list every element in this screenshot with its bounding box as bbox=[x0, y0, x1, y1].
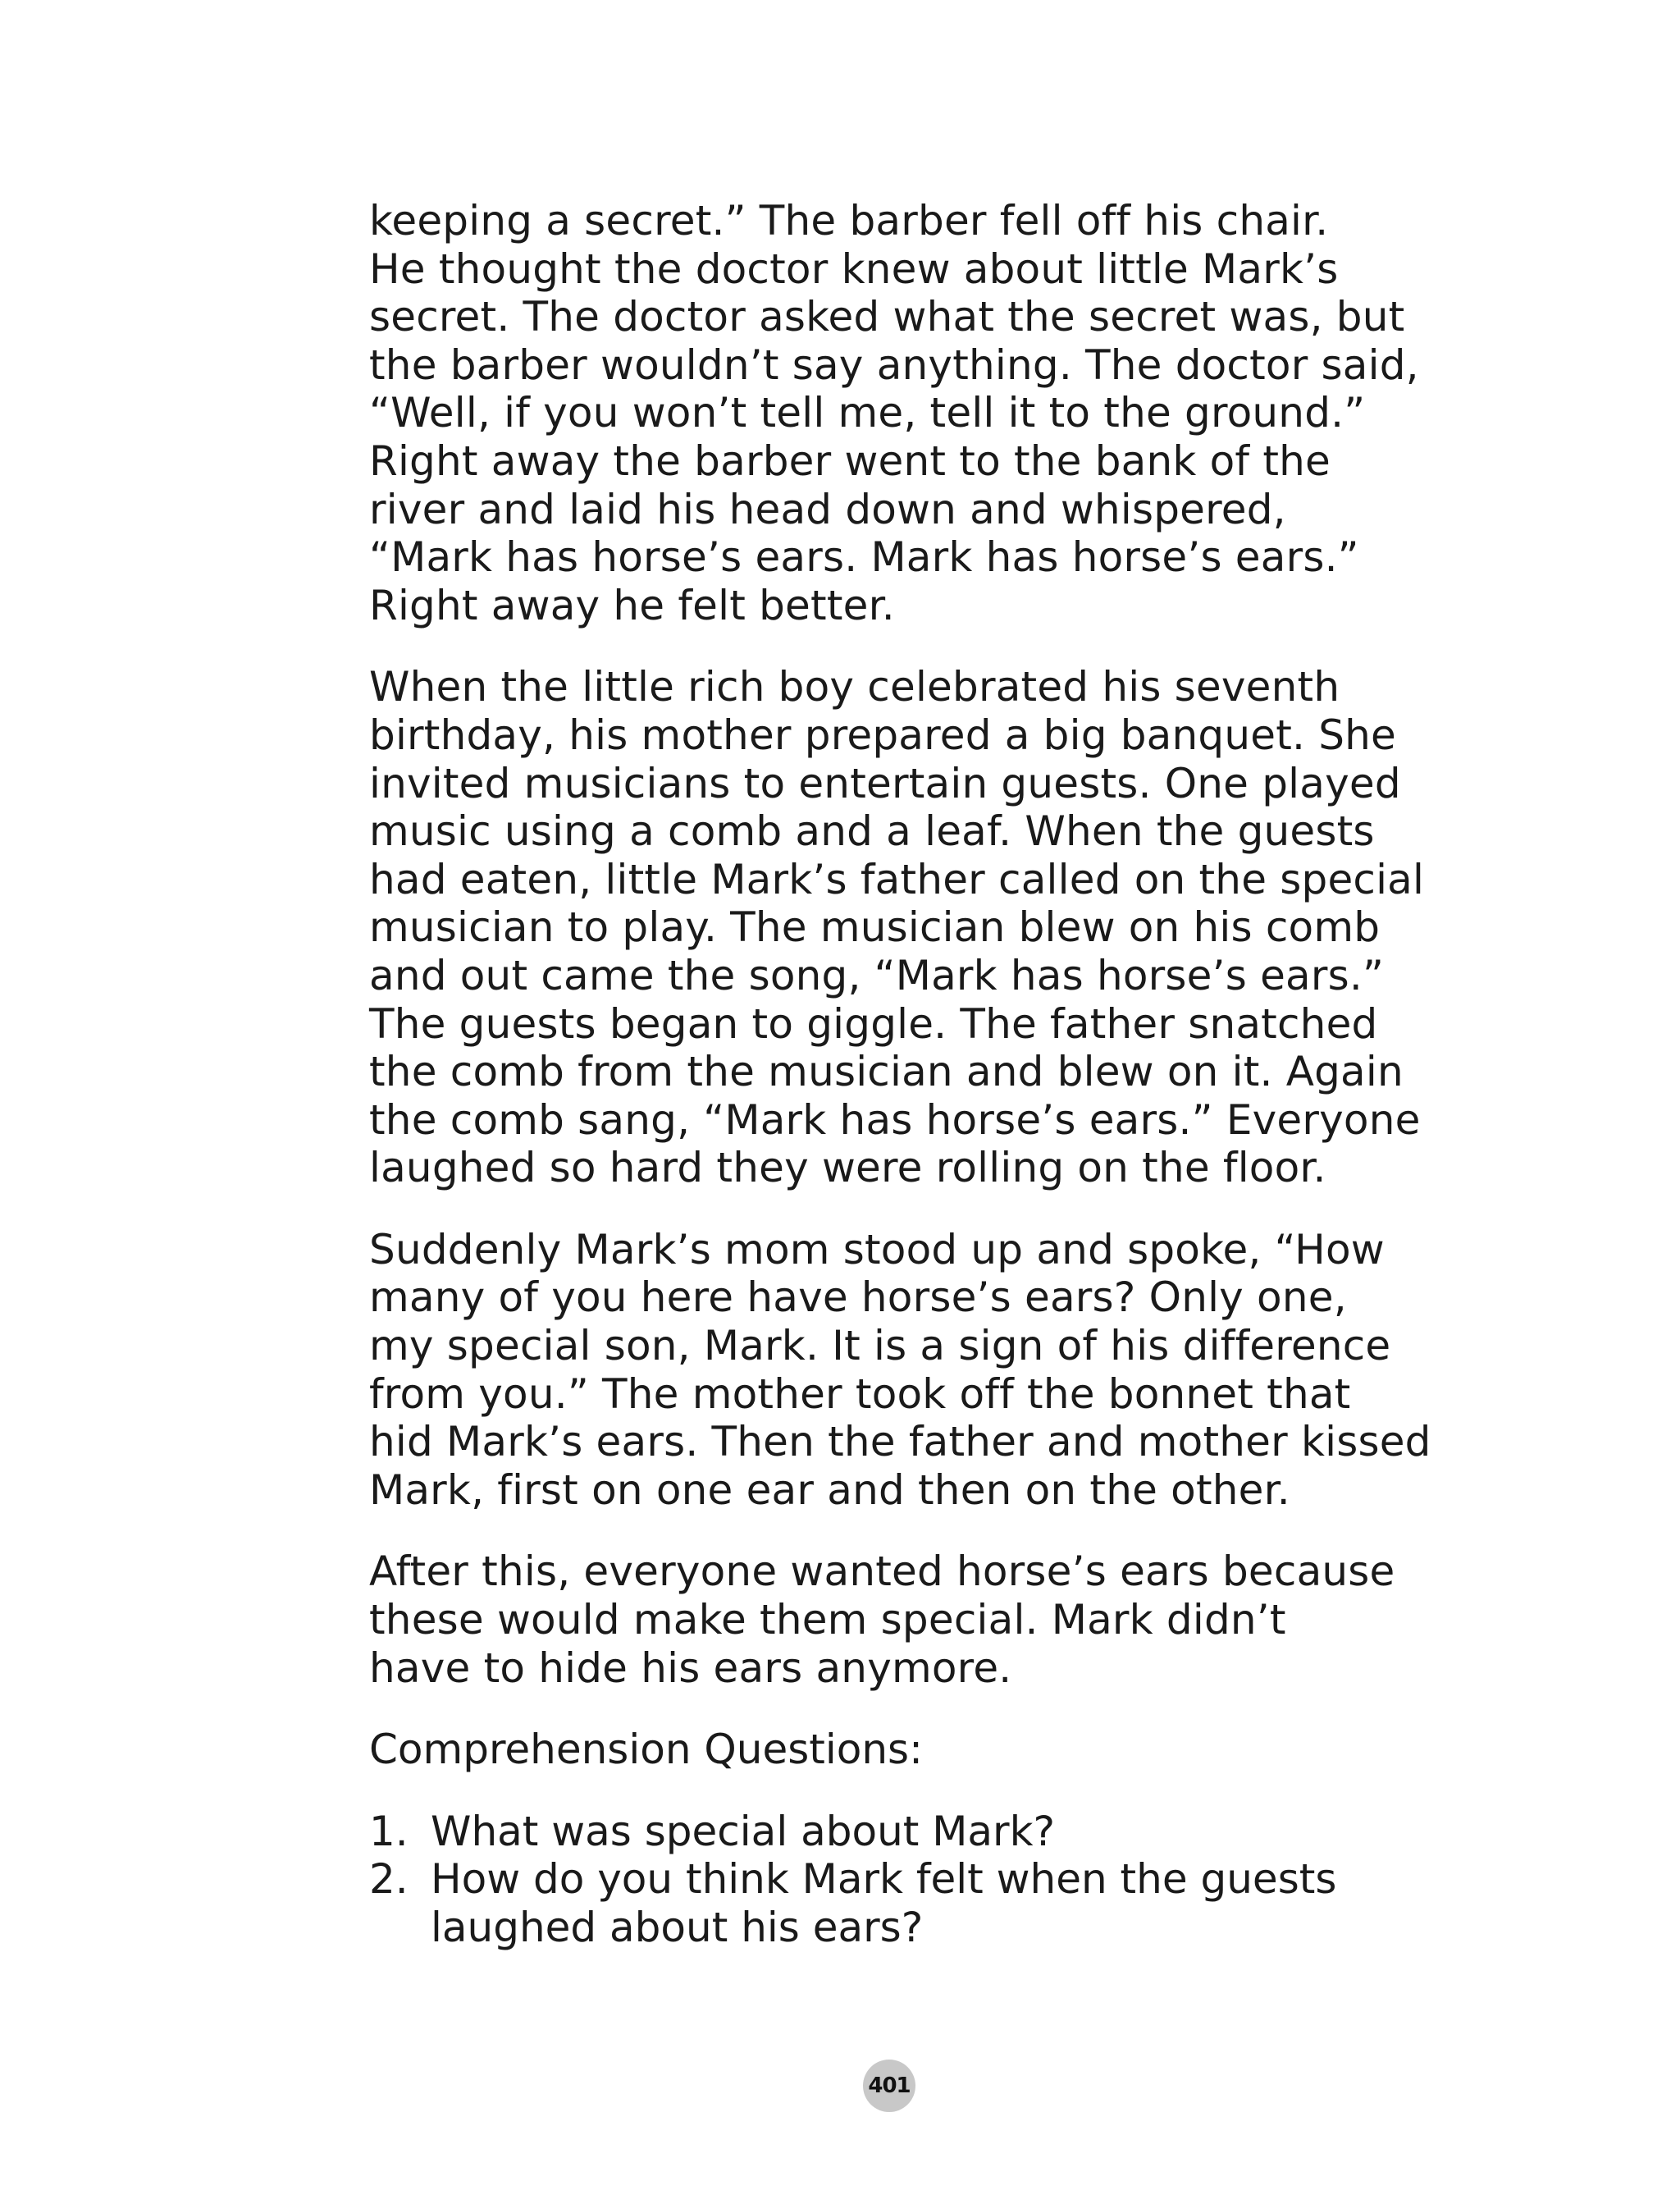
paragraph-line: these would make them special. Mark didn’t bbox=[369, 1596, 1286, 1644]
paragraph-line: Right away he felt better. bbox=[369, 581, 895, 629]
question-item-2 bbox=[369, 1855, 1583, 1951]
paragraph-line: laughed so hard they were rolling on the floor. bbox=[369, 1144, 1326, 1192]
paragraph-line: many of you here have horse’s ears? Only one, bbox=[369, 1273, 1347, 1322]
question-number: 1. bbox=[369, 1807, 409, 1855]
paragraph-line: secret. The doctor asked what the secret was, but bbox=[369, 293, 1405, 341]
paragraph-line: When the little rich boy celebrated his seventh bbox=[369, 663, 1340, 711]
paragraph-line: from you.” The mother took off the bonnet that bbox=[369, 1369, 1351, 1418]
paragraph-line: my special son, Mark. It is a sign of his difference bbox=[369, 1322, 1391, 1370]
paragraph-line: had eaten, little Mark’s father called on the special bbox=[369, 855, 1425, 903]
paragraph-line: The guests began to giggle. The father snatched bbox=[369, 999, 1378, 1048]
page-number-badge: 401 bbox=[863, 2060, 915, 2112]
paragraph-line: Suddenly Mark’s mom stood up and spoke, “How bbox=[369, 1225, 1385, 1273]
paragraph-line: He thought the doctor knew about little Mark’s bbox=[369, 245, 1339, 293]
question-text: How do you think Mark felt when the guests bbox=[431, 1855, 1337, 1904]
paragraph-line: After this, everyone wanted horse’s ears because bbox=[369, 1548, 1395, 1596]
paragraph-line: “Well, if you won’t tell me, tell it to the ground.” bbox=[369, 389, 1366, 437]
paragraph-line: birthday, his mother prepared a big banquet. She bbox=[369, 711, 1396, 759]
question-number: 2. bbox=[369, 1855, 409, 1904]
paragraph-line: the barber wouldn’t say anything. The doctor said, bbox=[369, 341, 1419, 389]
paragraph-1 bbox=[369, 197, 1583, 629]
paragraph-line: Mark, first on one ear and then on the other. bbox=[369, 1465, 1290, 1514]
paragraph-line: have to hide his ears anymore. bbox=[369, 1644, 1012, 1692]
paragraph-line: hid Mark’s ears. Then the father and mother kissed bbox=[369, 1418, 1431, 1466]
questions-list bbox=[369, 1808, 1583, 1952]
page-body bbox=[369, 197, 1583, 1952]
paragraph-line: music using a comb and a leaf. When the guests bbox=[369, 807, 1375, 856]
paragraph-line: and out came the song, “Mark has horse’s ears.” bbox=[369, 951, 1385, 999]
question-text: laughed about his ears? bbox=[431, 1904, 924, 1951]
paragraph-line: keeping a secret.” The barber fell off his chair. bbox=[369, 197, 1329, 245]
question-text: What was special about Mark? bbox=[431, 1807, 1056, 1855]
paragraph-line: musician to play. The musician blew on his comb bbox=[369, 903, 1381, 952]
questions-heading: Comprehension Questions: bbox=[369, 1726, 923, 1774]
paragraph-line: Right away the barber went to the bank of the bbox=[369, 437, 1331, 485]
paragraph-line: the comb sang, “Mark has horse’s ears.” Everyone bbox=[369, 1095, 1421, 1144]
paragraph-3 bbox=[369, 1226, 1583, 1515]
question-item-1 bbox=[369, 1808, 1583, 1856]
paragraph-2 bbox=[369, 663, 1583, 1192]
paragraph-line: invited musicians to entertain guests. One played bbox=[369, 759, 1401, 807]
story-text bbox=[369, 197, 1583, 1692]
paragraph-line: “Mark has horse’s ears. Mark has horse’s ears.” bbox=[369, 533, 1359, 582]
paragraph-line: the comb from the musician and blew on it. Again bbox=[369, 1048, 1404, 1096]
paragraph-line: river and laid his head down and whispered, bbox=[369, 485, 1286, 533]
paragraph-4 bbox=[369, 1548, 1583, 1692]
